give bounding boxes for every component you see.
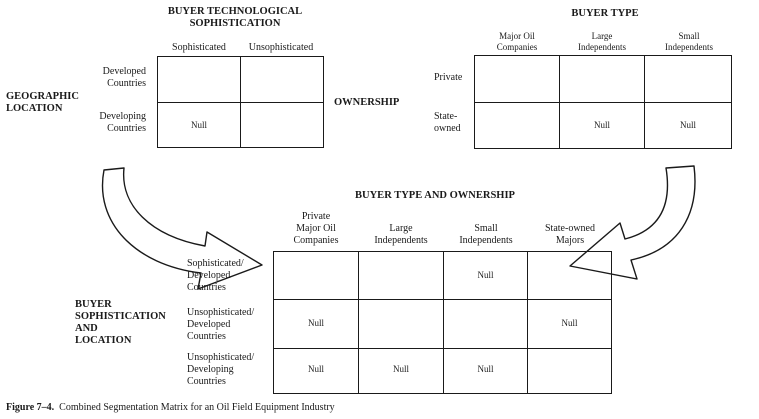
title-line: SOPHISTICATION	[189, 18, 281, 29]
text-line: Countries	[107, 123, 146, 134]
cell-r2-c1: Null	[307, 318, 324, 328]
title-line: BUYER TECHNOLOGICAL	[167, 6, 303, 17]
caption-text: Combined Segmentation Matrix for an Oil Field Equipment Industry	[59, 402, 335, 413]
text-line: Developed	[187, 270, 231, 281]
divider	[475, 102, 731, 103]
row-header-developed	[70, 66, 146, 90]
text-line: Developing	[187, 364, 234, 375]
top-right-matrix	[474, 55, 732, 149]
text-line: LOCATION	[6, 103, 63, 114]
text-line: Large	[591, 31, 613, 41]
col-header-major-oil	[476, 31, 558, 53]
cell-r3-c2: Null	[392, 364, 409, 374]
text-line: Independents	[459, 235, 513, 246]
text-line: Independents	[665, 42, 713, 52]
row-header-developing	[70, 111, 146, 135]
col-header-small-independents	[645, 31, 733, 53]
top-left-title	[160, 6, 310, 30]
text-line: Countries	[107, 78, 146, 89]
row-header-private	[434, 72, 462, 84]
col-header-unsophisticated: Unsophisticated	[248, 42, 314, 53]
text-line: Companies	[293, 235, 339, 246]
text-line: owned	[434, 123, 461, 134]
cell-r3-c1: Null	[307, 364, 324, 374]
bottom-matrix	[273, 251, 612, 394]
cell-state-large: Null	[593, 120, 610, 130]
text-line: GEOGRAPHIC	[6, 91, 79, 102]
text-line: Countries	[187, 331, 226, 342]
text-line: Major Oil	[499, 31, 535, 41]
text-line: SOPHISTICATION	[75, 311, 166, 322]
bottom-title: BUYER TYPE AND OWNERSHIP	[355, 190, 515, 201]
top-left-matrix	[157, 56, 324, 148]
text-line: Countries	[187, 376, 226, 387]
text-line: Small	[474, 223, 498, 234]
cell-state-small: Null	[679, 120, 696, 130]
text-line: Majors	[555, 235, 585, 246]
text-line: Developing	[99, 111, 146, 122]
col-header-large-independents	[358, 223, 444, 247]
text-line: Sophisticated/	[187, 258, 244, 269]
cell-r1-c3: Null	[477, 270, 494, 280]
text-line: Companies	[496, 42, 538, 52]
text-line: AND	[75, 323, 98, 334]
col-header-state-owned-majors	[528, 223, 612, 247]
top-right-title: BUYER TYPE	[571, 8, 639, 19]
cell-r2-c4: Null	[561, 318, 578, 328]
col-header-large-independents	[560, 31, 644, 53]
text-line: Unsophisticated/	[187, 307, 255, 318]
text-line: LOCATION	[75, 335, 132, 346]
text-line: BUYER	[75, 299, 112, 310]
text-line: Independents	[578, 42, 626, 52]
text-line: State-	[434, 111, 458, 122]
divider	[158, 102, 323, 103]
text-line: Independents	[374, 235, 428, 246]
row-header-state-owned	[434, 111, 461, 135]
col-header-sophisticated: Sophisticated	[172, 42, 226, 53]
text-line: State-owned	[545, 223, 595, 234]
cell-r3-c3: Null	[477, 364, 494, 374]
text-line: Small	[678, 31, 700, 41]
row-header-sophisticated-developed	[187, 258, 244, 294]
divider	[274, 299, 611, 300]
figure-caption	[6, 402, 335, 414]
col-header-small-independents	[444, 223, 528, 247]
cell-developing-sophisticated: Null	[190, 120, 207, 130]
text-line: Developed	[187, 319, 231, 330]
row-header-unsophisticated-developing	[187, 352, 254, 388]
geographic-location-label	[6, 91, 79, 115]
text-line: Major Oil	[296, 223, 336, 234]
text-line: Countries	[187, 282, 226, 293]
text-line: Large	[389, 223, 413, 234]
text-line: Developed	[102, 66, 146, 77]
divider	[274, 348, 611, 349]
col-header-private-major	[274, 211, 358, 247]
ownership-label: OWNERSHIP	[334, 97, 400, 108]
text-line: Private	[434, 72, 463, 83]
caption-label: Figure 7–4.	[6, 402, 55, 413]
text-line: Unsophisticated/	[187, 352, 255, 363]
buyer-sophistication-label	[75, 299, 166, 347]
row-header-unsophisticated-developed	[187, 307, 254, 343]
text-line: Private	[301, 211, 331, 222]
